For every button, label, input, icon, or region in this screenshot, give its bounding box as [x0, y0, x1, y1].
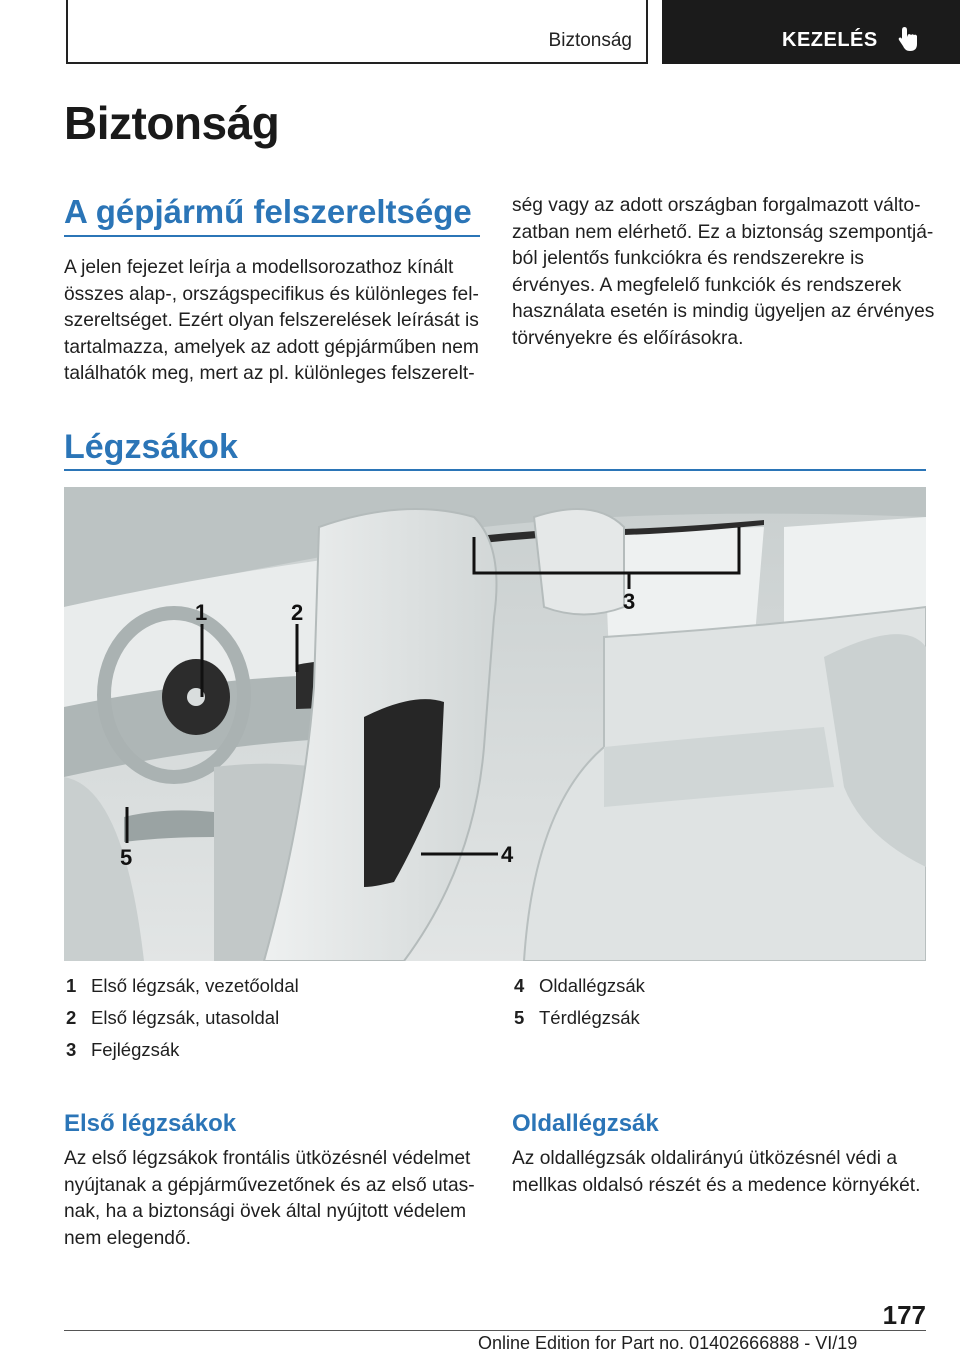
car-interior-drawing — [64, 487, 926, 961]
callout-5: 5 — [120, 845, 133, 870]
callout-3: 3 — [623, 589, 636, 614]
header-section-box — [66, 0, 648, 64]
footer-edition: Online Edition for Part no. 01402666888 - VI/19 — [478, 1333, 858, 1353]
subsection-title-side-airbag: Oldallégzsák — [512, 1110, 659, 1137]
text-line: találhatók meg, mert az pl. különleges felszerelt- — [64, 363, 475, 384]
equipment-text-col1 — [64, 255, 479, 388]
legend-number: 2 — [66, 1007, 77, 1028]
section-title-equipment: A gépjármű felszereltsége — [64, 193, 472, 230]
text-line: A jelen fejezet leírja a modellsorozathoz kínált — [64, 257, 454, 278]
text-line: érvényes. A megfelelő funkciók és rendszerek — [512, 274, 902, 296]
subsection-title-front-airbags: Első légzsákok — [64, 1110, 237, 1137]
equipment-text-col2 — [512, 193, 934, 352]
text-line: zatban nem elérhető. Ez a biztonság szempontjá- — [512, 221, 934, 243]
section-title-airbags: Légzsákok — [64, 428, 238, 466]
legend-label: Fejlégzsák — [91, 1039, 180, 1060]
legend-number: 4 — [514, 975, 525, 996]
section-rule — [64, 469, 926, 471]
callout-1: 1 — [195, 600, 208, 625]
text-line: szereltséget. Ezért olyan felszerelések leírását is — [64, 310, 479, 331]
legend-number: 1 — [66, 975, 77, 996]
legend-number: 5 — [514, 1007, 525, 1028]
side-airbag-text — [512, 1146, 920, 1199]
header-chapter-label: KEZELÉS — [782, 29, 878, 51]
legend-label: Első légzsák, utasoldal — [91, 1007, 280, 1028]
text-line: ség vagy az adott országban forgalmazott válto- — [512, 195, 921, 216]
pointing-hand-icon — [896, 24, 926, 54]
text-line: tartalmazza, amelyek az adott gépjárműben nem — [64, 336, 479, 358]
callout-2: 2 — [291, 600, 304, 625]
text-line: mellkas oldalsó részét és a medence környékét. — [512, 1174, 921, 1196]
section-rule — [64, 235, 480, 237]
legend-label: Oldallégzsák — [539, 975, 645, 996]
page-title: Biztonság — [64, 97, 280, 149]
front-airbags-text — [64, 1146, 475, 1252]
header-section-label: Biztonság — [548, 30, 632, 51]
header-chapter-tab — [662, 0, 960, 64]
legend-number: 3 — [66, 1039, 77, 1060]
text-line: nem elegendő. — [64, 1227, 191, 1249]
text-line: törvényekre és előírásokra. — [512, 327, 744, 349]
legend-label: Térdlégzsák — [539, 1007, 640, 1028]
footer-rule — [64, 1330, 926, 1331]
text-line: Az oldallégzsák oldalirányú ütközésnél védi a — [512, 1148, 898, 1169]
page-number: 177 — [882, 1300, 926, 1330]
text-line: használata esetén is mindig ügyeljen az érvényes — [512, 301, 935, 322]
text-line: nyújtanak a gépjárművezetőnek és az első utas- — [64, 1174, 475, 1196]
figure-legend-left — [66, 975, 486, 1075]
airbag-illustration — [64, 487, 926, 961]
text-line: összes alap-, országspecifikus és különleges fel- — [64, 283, 479, 305]
text-line: nak, ha a biztonsági övek által nyújtott védelem — [64, 1201, 467, 1222]
figure-legend-right — [514, 975, 914, 1045]
callout-4: 4 — [501, 842, 514, 867]
text-line: ból jelentős funkciókra és rendszerekre is — [512, 248, 864, 269]
text-line: Az első légzsákok frontális ütközésnél védelmet — [64, 1148, 471, 1169]
legend-label: Első légzsák, vezetőoldal — [91, 975, 299, 996]
